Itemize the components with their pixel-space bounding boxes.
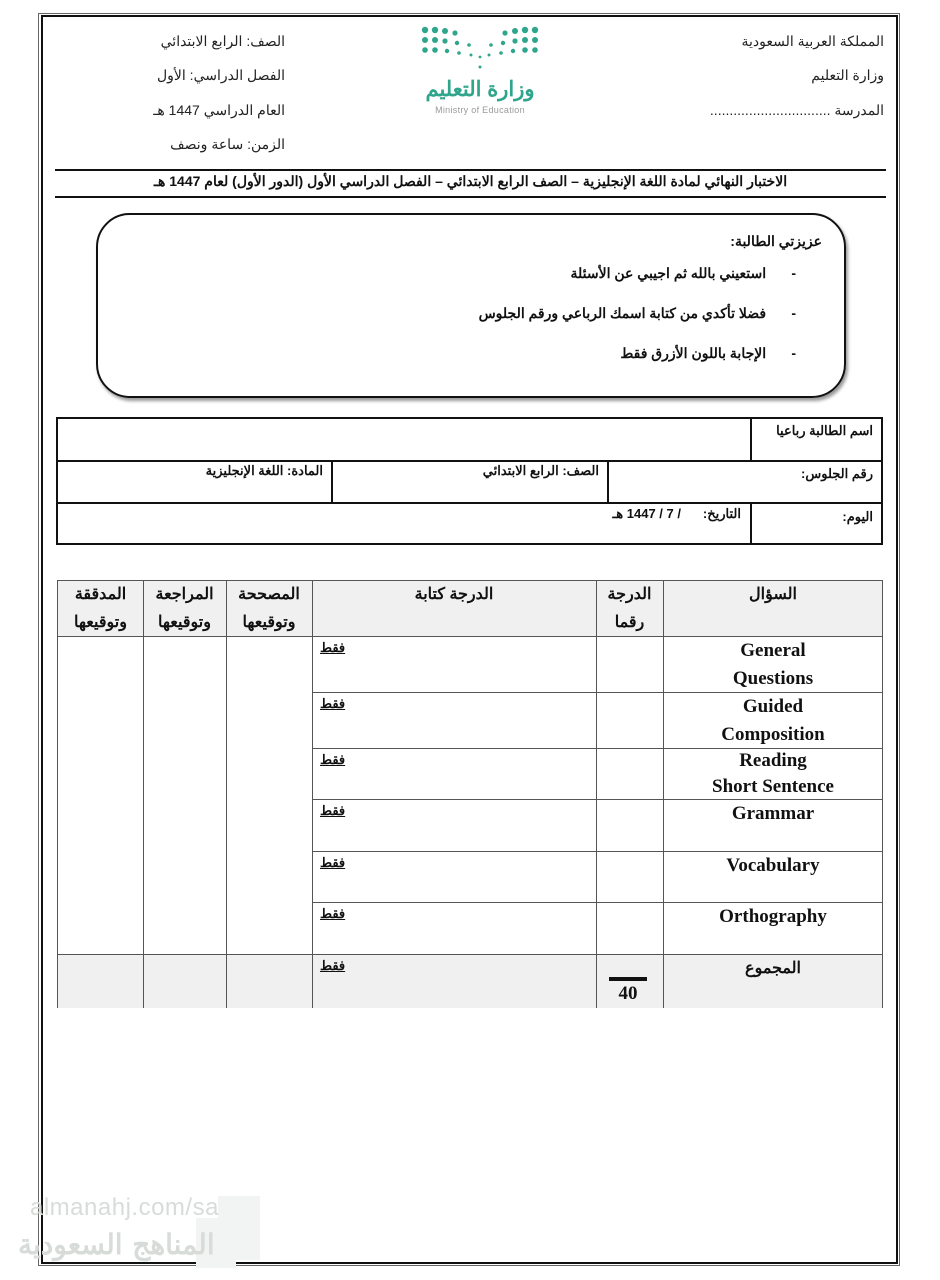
info-col-divider (607, 460, 609, 502)
logo-dot (512, 28, 518, 34)
total-label: المجموع (745, 960, 801, 977)
header-reviewer (143, 581, 226, 637)
logo-arabic-text: وزارة التعليم (425, 78, 535, 101)
instructions-title: عزيزتي الطالبة: (730, 233, 822, 249)
header-corrector-line1: المصححة (238, 586, 300, 603)
logo-dot (502, 30, 507, 35)
bullet-dash: - (791, 345, 796, 361)
header-grade-numeric (596, 581, 663, 637)
question-row-label (663, 903, 883, 931)
question-label-line1: Guided (742, 696, 804, 717)
written-suffix: فقط (320, 906, 346, 921)
year-label: العام الدراسي 1447 هـ (153, 102, 285, 118)
question-label-line1: General (740, 640, 806, 661)
logo-dot (532, 47, 538, 53)
logo-dot (532, 27, 538, 33)
question-label-line2: Composition (721, 724, 825, 745)
col-divider (143, 581, 144, 1008)
student-info-table (56, 417, 883, 545)
total-max-score: 40 (618, 983, 638, 1004)
written-suffix: فقط (320, 958, 346, 973)
date-label: التاريخ: (702, 506, 741, 521)
instruction-text: فضلا تأكدي من كتابة اسمك الرباعي ورقم الجلوس (478, 305, 767, 321)
logo-dot (457, 51, 461, 55)
info-col-divider (750, 502, 752, 545)
logo-dot (522, 37, 528, 43)
date-value: / 7 / 1447 هـ (612, 506, 681, 521)
title-rule-top (55, 169, 886, 171)
header-question: السؤال (749, 586, 797, 603)
instruction-text: الإجابة باللون الأزرق فقط (620, 345, 767, 361)
logo-dot (422, 47, 428, 53)
grade-label: الصف: الرابع الابتدائي (160, 33, 285, 49)
written-suffix: فقط (320, 696, 346, 711)
day-label: اليوم: (842, 509, 873, 524)
question-label-line2: Short Sentence (712, 776, 834, 797)
bullet-dash: - (791, 265, 796, 281)
header-grade-numeric-line2: رقما (614, 614, 645, 631)
header-reviewer-line2: وتوقيعها (158, 614, 211, 631)
question-row-label (663, 748, 883, 800)
col-divider (312, 581, 313, 1008)
logo-dot (467, 43, 471, 47)
header-auditor (58, 581, 143, 637)
exam-title: الاختبار النهائي لمادة اللغة الإنجليزية – الصف الرابع الابتدائي – الفصل الدراسي الأول (الدور الأول) لعام 1447 هـ (153, 173, 788, 189)
logo-english-text: Ministry of Education (435, 105, 525, 115)
logo-dot (511, 49, 515, 53)
logo-dot (422, 37, 428, 43)
fraction-bar (609, 977, 647, 981)
logo-dot (522, 27, 528, 33)
logo-dot (422, 27, 428, 33)
instruction-item (620, 345, 796, 362)
question-row-label (663, 800, 883, 828)
question-label-line2: Questions (732, 668, 814, 689)
watermark-url: almanahj.com/sa (30, 1194, 219, 1221)
seat-number-label: رقم الجلوس: (801, 466, 873, 481)
col-divider (596, 581, 597, 1008)
logo-dot (479, 56, 482, 59)
ministry-logo (405, 25, 555, 125)
header-corrector (226, 581, 312, 637)
header-corrector-line2: وتوقيعها (242, 614, 296, 631)
logo-dot (442, 38, 447, 43)
subject-cell: المادة: اللغة الإنجليزية (205, 463, 323, 478)
watermark-arabic: المناهج السعودية (18, 1228, 215, 1261)
instructions-box (96, 213, 846, 398)
logo-dot (445, 49, 449, 53)
instruction-item (479, 305, 796, 322)
school-field: المدرسة ............................... (709, 102, 884, 118)
logo-dot (432, 27, 438, 33)
question-label-line1: Vocabulary (726, 855, 820, 876)
question-label-line1: Grammar (731, 803, 815, 824)
logo-dot (432, 47, 438, 53)
row-divider (58, 954, 883, 955)
written-suffix: فقط (320, 803, 346, 818)
written-suffix: فقط (320, 752, 346, 767)
info-row-divider (58, 460, 881, 462)
written-suffix: فقط (320, 640, 346, 655)
logo-dot (432, 37, 438, 43)
info-col-divider (331, 460, 333, 502)
question-row-label (663, 693, 883, 749)
question-label-line1: Orthography (719, 906, 827, 927)
kingdom-label: المملكة العربية السعودية (741, 33, 884, 49)
logo-dot (442, 28, 448, 34)
logo-dot (479, 66, 482, 69)
ministry-dots-icon (405, 25, 555, 77)
header-reviewer-line1: المراجعة (155, 586, 214, 603)
logo-dot (470, 54, 473, 57)
logo-dot (452, 30, 457, 35)
student-name-label: اسم الطالبة رباعيا (776, 423, 873, 438)
logo-dot (522, 47, 528, 53)
logo-dot (501, 41, 505, 45)
col-divider (226, 581, 227, 1008)
written-suffix: فقط (320, 855, 346, 870)
logo-dot (512, 38, 517, 43)
student-name-field[interactable] (60, 421, 748, 458)
question-row-label (663, 852, 883, 880)
semester-label: الفصل الدراسي: الأول (156, 67, 285, 83)
ministry-label: وزارة التعليم (811, 67, 884, 83)
grade-cell: الصف: الرابع الابتدائي (482, 463, 599, 478)
question-label-line1: Reading (739, 750, 807, 771)
instruction-item (571, 265, 796, 282)
logo-dot (499, 51, 503, 55)
instruction-text: استعيني بالله ثم اجيبي عن الأسئلة (570, 265, 767, 281)
logo-dot (455, 41, 459, 45)
logo-dot (488, 54, 491, 57)
header-grade-written: الدرجة كتابة (414, 586, 494, 603)
info-col-divider (750, 419, 752, 460)
header-auditor-line1: المدققة (74, 586, 127, 603)
header-grade-numeric-line1: الدرجة (607, 586, 652, 603)
duration-label: الزمن: ساعة ونصف (170, 136, 285, 152)
info-row-divider (58, 502, 881, 504)
logo-dot (489, 43, 493, 47)
logo-dot (532, 37, 538, 43)
bullet-dash: - (791, 305, 796, 321)
grades-table (57, 580, 883, 1008)
header-auditor-line2: وتوقيعها (74, 614, 127, 631)
title-rule-bottom (55, 196, 886, 198)
question-row-label (663, 637, 883, 693)
